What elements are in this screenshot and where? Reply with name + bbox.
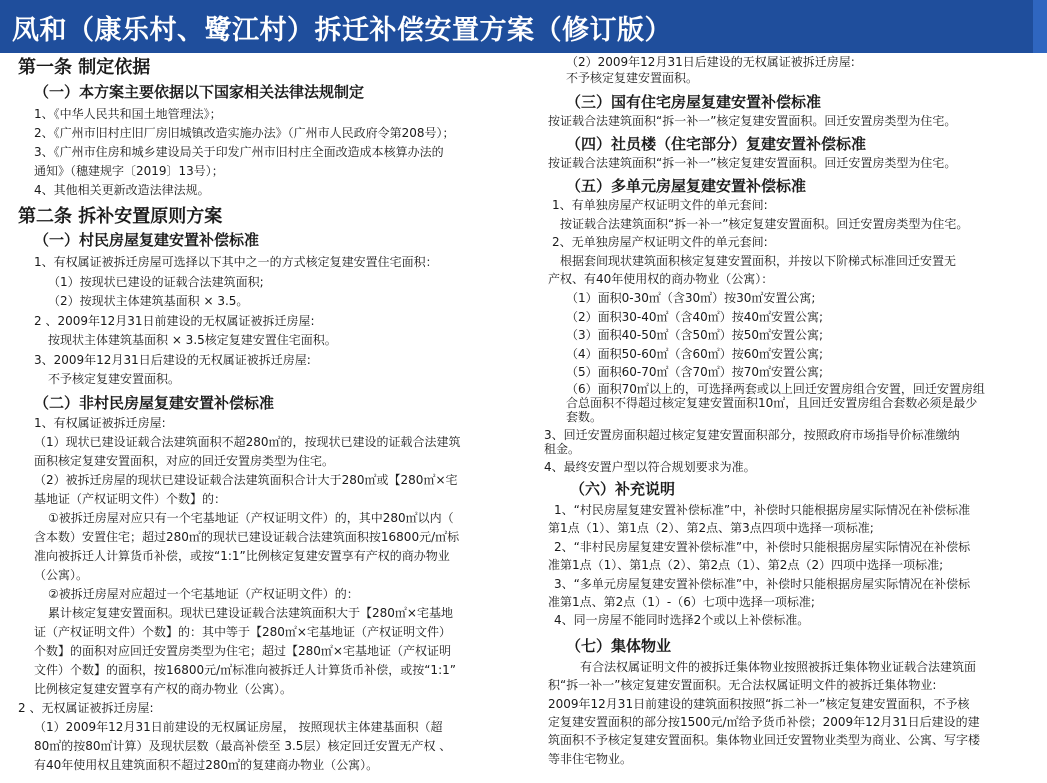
text-line: 积“拆一补一”核定复建安置面积。无合法权属证明文件的被拆迁集体物业:	[548, 678, 937, 693]
title-accent	[1033, 0, 1047, 53]
basis-item: 2、《广州市旧村庄旧厂房旧城镇改造实施办法》（广州市人民政府令第208号）；	[34, 126, 455, 140]
text-line: 个数】的面积对应回迁安置房类型为住宅；超过【280㎡×宅基地证（产权证明	[34, 643, 451, 658]
basis-item: 4、其他相关更新改造法律法规。	[34, 183, 210, 197]
text-line: 2 、无权属证被拆迁房屋:	[18, 700, 154, 715]
text-line: 准向被拆迁人计算货币补偿，或按“1:1”比例核定复建安置享有产权的商办物业	[34, 548, 450, 563]
text-line: （1）2009年12月31日前建设的无权属证房屋， 按照现状主体建基面积（超	[34, 719, 443, 734]
text-line: 4、最终安置户型以符合规划要求为准。	[544, 459, 756, 474]
supplementary-heading: （六）补充说明	[570, 479, 676, 498]
text-line: 第1点（1）、第1点（2）、第2点、第3点四项中选择一项标准;	[548, 521, 874, 536]
article-1-heading: 第一条 制定依据	[18, 57, 151, 78]
text-line: 1、有单独房屋产权证明文件的单元套间:	[552, 198, 768, 212]
text-line: 产权、有40年使用权的商办物业（公寓）：	[548, 272, 774, 287]
text-line: （3）面积40-50㎡（含50㎡）按50㎡安置公寓;	[566, 328, 824, 343]
text-line: （1）面积0-30㎡（含30㎡）按30㎡安置公寓;	[566, 290, 816, 305]
multi-unit-heading: （五）多单元房屋复建安置补偿标准	[566, 177, 807, 195]
left-column	[18, 53, 540, 783]
text-line: 累计核定复建安置面积。现状已建设证载合法建筑面积大于【280㎡×宅基地	[48, 605, 453, 620]
text-line: （6）面积70㎡以上的，可选择两套或以上回迁安置房组合安置，回迁安置房组	[566, 381, 985, 396]
text-line: （2）按现状主体建筑基面积 × 3.5。	[48, 294, 249, 308]
text-line: 1、“村民房屋复建安置补偿标准”中，补偿时只能根据房屋实际情况在补偿标准	[554, 502, 971, 517]
text-line: （公寓）。	[34, 567, 89, 582]
text-line: 有合法权属证明文件的被拆迁集体物业按照被拆迁集体物业证载合法建筑面	[580, 659, 977, 674]
text-line: 按证载合法建筑面积“拆一补一”核定复建安置面积。回迁安置房类型为住宅。	[548, 114, 957, 128]
text-line: 不予核定复建安置面积。	[566, 71, 699, 85]
text-line: 3、回迁安置房面积超过核定复建安置面积部分，按照政府市场指导价标准缴纳	[544, 427, 960, 442]
text-line: 定复建安置面积的部分按1500元/㎡给予货币补偿；2009年12月31日后建设的建	[548, 715, 980, 729]
basis-item: 通知》（穗建规字〔2019〕13号）；	[34, 164, 224, 178]
text-line: 含本数）安置住宅；超过280㎡的现状已建设证载合法建筑面积按16800元/㎡标	[34, 529, 460, 544]
state-housing-heading: （三）国有住宅房屋复建安置补偿标准	[566, 93, 822, 111]
text-line: 筑面积不予核定复建安置面积。集体物业回迁安置物业类型为商业、公寓、写字楼	[548, 733, 981, 748]
text-line: （2）被拆迁房屋的现状已建设证载合法建筑面积合计大于280㎡或【280㎡×宅	[34, 472, 458, 487]
text-line: 3、2009年12月31日后建设的无权属证被拆迁房屋:	[34, 352, 311, 367]
text-line: 套数。	[566, 409, 603, 424]
text-line: 准第1点（1）、第1点（2）、第2点（1）、第2点（2）四项中选择一项标准;	[548, 558, 944, 573]
text-line: 根据套间现状建筑面积核定复建安置面积，并按以下阶梯式标准回迁安置无	[560, 253, 957, 268]
article-2-heading: 第二条 拆补安置原则方案	[18, 206, 223, 227]
text-line: 比例核定复建安置享有产权的商办物业（公寓）。	[34, 681, 293, 696]
text-line: 准第1点、第2点（1）-（6）七项中选择一项标准;	[548, 594, 815, 609]
text-line: 2、“非村民房屋复建安置补偿标准”中，补偿时只能根据房屋实际情况在补偿标	[554, 539, 971, 554]
text-line: 80㎡的按80㎡计算）及现状层数（最高补偿至 3.5层）核定回迁安置无产权 、	[34, 738, 452, 753]
text-line: （1）现状已建设证载合法建筑面积不超280㎡的，按现状已建设的证载合法建筑	[34, 434, 461, 449]
text-line: 等非住宅物业。	[548, 751, 633, 766]
member-building-heading: （四）社员楼（住宅部分）复建安置补偿标准	[566, 135, 867, 153]
text-line: 2 、2009年12月31日前建设的无权属证被拆迁房屋:	[34, 313, 315, 328]
villager-housing-heading: （一）村民房屋复建安置补偿标准	[34, 231, 260, 249]
text-line: （1）按现状已建设的证载合法建筑面积;	[48, 274, 264, 289]
text-line: （2）2009年12月31日后建设的无权属证被拆迁房屋:	[566, 55, 855, 69]
text-line: （4）面积50-60㎡（含60㎡）按60㎡安置公寓;	[566, 346, 824, 361]
text-line: 按证载合法建筑面积“拆一补一”核定复建安置面积。回迁安置房类型为住宅。	[548, 156, 957, 170]
text-line: 面积核定复建安置面积，对应的回迁安置房类型为住宅。	[34, 453, 335, 468]
text-line: 基地证（产权证明文件）个数】的：	[34, 491, 227, 506]
text-line: （2）面积30-40㎡（含40㎡）按40㎡安置公寓;	[566, 309, 824, 324]
basis-item: 1、《中华人民共和国土地管理法》；	[34, 107, 222, 121]
text-line: ①被拆迁房屋对应只有一个宅基地证（产权证明文件）的，其中280㎡以内（	[48, 510, 454, 525]
text-line: 按证载合法建筑面积“拆一补一”核定复建安置面积。回迁安置房类型为住宅。	[560, 216, 969, 231]
text-line: 3、“多单元房屋复建安置补偿标准”中，补偿时只能根据房屋实际情况在补偿标	[554, 576, 971, 591]
text-line: 合总面积不得超过核定复建安置面积10㎡，且回迁安置房组合套数必须是最少	[566, 395, 978, 410]
text-line: （5）面积60-70㎡（含70㎡）按70㎡安置公寓;	[566, 365, 824, 380]
text-line: 4、同一房屋不能同时选择2个或以上补偿标准。	[554, 613, 810, 628]
basis-item: 3、《广州市住房和城乡建设局关于印发广州市旧村庄全面改造成本核算办法的	[34, 145, 444, 159]
text-line: 有40年使用权且建筑面积不超过280㎡的复建商办物业（公寓）。	[34, 757, 379, 772]
text-line: 租金。	[544, 441, 581, 456]
text-line: 按现状主体建筑基面积 × 3.5核定复建安置住宅面积。	[48, 333, 337, 347]
text-line: 文件）个数】的面积，按16800元/㎡标准向被拆迁人计算货币补偿，或按“1:1”	[34, 662, 456, 677]
text-line: 1、有权属证被拆迁房屋可选择以下其中之一的方式核定复建安置住宅面积：	[34, 255, 438, 269]
right-column	[544, 53, 1044, 783]
article-1-subheading: （一）本方案主要依据以下国家相关法律法规制定	[34, 83, 365, 101]
text-line: 2009年12月31日前建设的建筑面积按照“拆二补一”核定复建安置面积，不予核	[548, 696, 970, 711]
non-villager-housing-heading: （二）非村民房屋复建安置补偿标准	[34, 393, 275, 412]
text-line: 1、有权属证被拆迁房屋:	[34, 415, 166, 430]
title-bar	[0, 0, 1047, 53]
text-line: 证（产权证明文件）个数】的：其中等于【280㎡×宅基地证（产权证明文件）	[34, 624, 451, 639]
text-line: 2、无单独房屋产权证明文件的单元套间:	[552, 235, 768, 250]
document-title: 凤和（康乐村、鹭江村）拆迁补偿安置方案（修订版）	[12, 15, 672, 46]
text-line: 不予核定复建安置面积。	[48, 372, 181, 386]
collective-property-heading: （七）集体物业	[566, 636, 672, 655]
text-line: ②被拆迁房屋对应超过一个宅基地证（产权证明文件）的：	[48, 586, 359, 601]
